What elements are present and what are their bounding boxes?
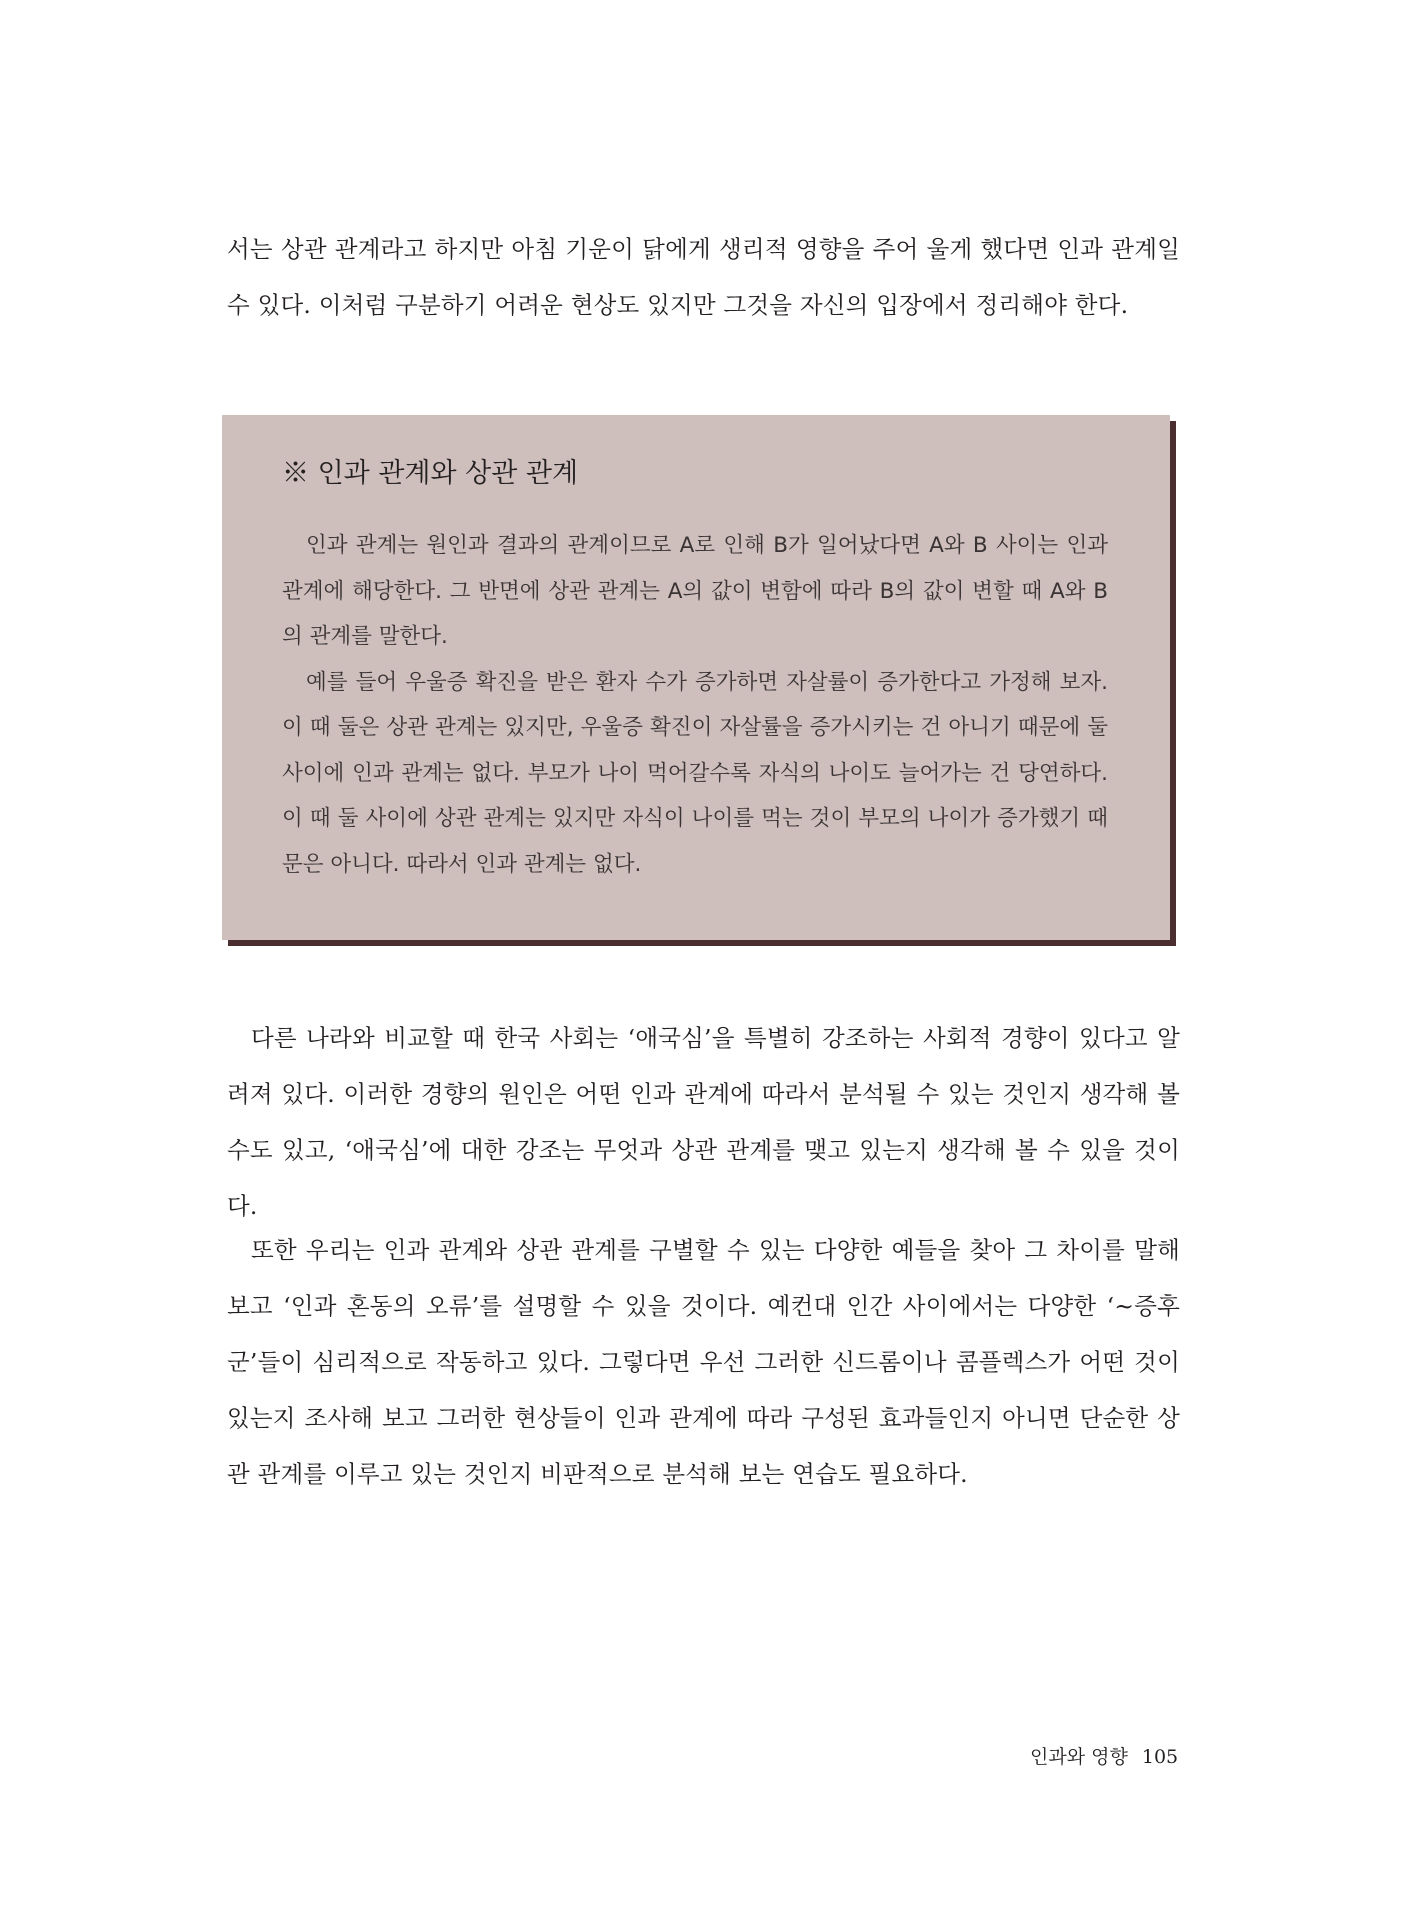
- note-definition-paragraph: 인과 관계는 원인과 결과의 관계이므로 A로 인해 B가 일어났다면 A와 B 사이는 인과 관계에 해당한다. 그 반면에 상관 관계는 A의 값이 변함에 따라 B의 값이 변할 때 A와 B의 관계를 말한다.: [282, 533, 1108, 649]
- footer-chapter-title: 인과와 영향: [1030, 1746, 1128, 1768]
- note-box-body: [282, 523, 1108, 887]
- body-paragraph-patriotism: 다른 나라와 비교할 때 한국 사회는 ‘애국심’을 특별히 강조하는 사회적 경향이 있다고 알려져 있다. 이러한 경향의 원인은 어떤 인과 관계에 따라서 분석될 수 있는 것인지 생각해 볼 수도 있고, ‘애국심’에 대한 강조는 무엇과 상관 관계를 맺고 있는지 생각해 볼 수 있을 것이다.: [227, 1024, 1180, 1220]
- note-example-paragraph: 예를 들어 우울증 확진을 받은 환자 수가 증가하면 자살률이 증가한다고 가정해 보자. 이 때 둘은 상관 관계는 있지만, 우울증 확진이 자살률을 증가시키는 건 아니기 때문에 둘 사이에 인과 관계는 없다. 부모가 나이 먹어갈수록 자식의 나이도 늘어가는 건 당연하다. 이 때 둘 사이에 상관 관계는 있지만 자식이 나이를 먹는 것이 부모의 나이가 증가했기 때문은 아니다. 따라서 인과 관계는 없다.: [282, 669, 1108, 877]
- page-number: 105: [1141, 1746, 1179, 1768]
- page-footer: [1030, 1742, 1178, 1769]
- note-box: [222, 415, 1170, 940]
- body-paragraph-examples: 또한 우리는 인과 관계와 상관 관계를 구별할 수 있는 다양한 예들을 찾아 그 차이를 말해 보고 ‘인과 혼동의 오류’를 설명할 수 있을 것이다. 예컨대 인간 사이에서는 다양한 ‘~증후군’들이 심리적으로 작동하고 있다. 그렇다면 우선 그러한 신드롬이나 콤플렉스가 어떤 것이 있는지 조사해 보고 그러한 현상들이 인과 관계에 따라 구성된 효과들인지 아니면 단순한 상관 관계를 이루고 있는 것인지 비판적으로 분석해 보는 연습도 필요하다.: [227, 1236, 1180, 1488]
- note-box-title: ※ 인과 관계와 상관 관계: [282, 458, 579, 489]
- body-paragraph-intro: 서는 상관 관계라고 하지만 아침 기운이 닭에게 생리적 영향을 주어 울게 했다면 인과 관계일 수 있다. 이처럼 구분하기 어려운 현상도 있지만 그것을 자신의 입장에서 정리해야 한다.: [227, 235, 1180, 319]
